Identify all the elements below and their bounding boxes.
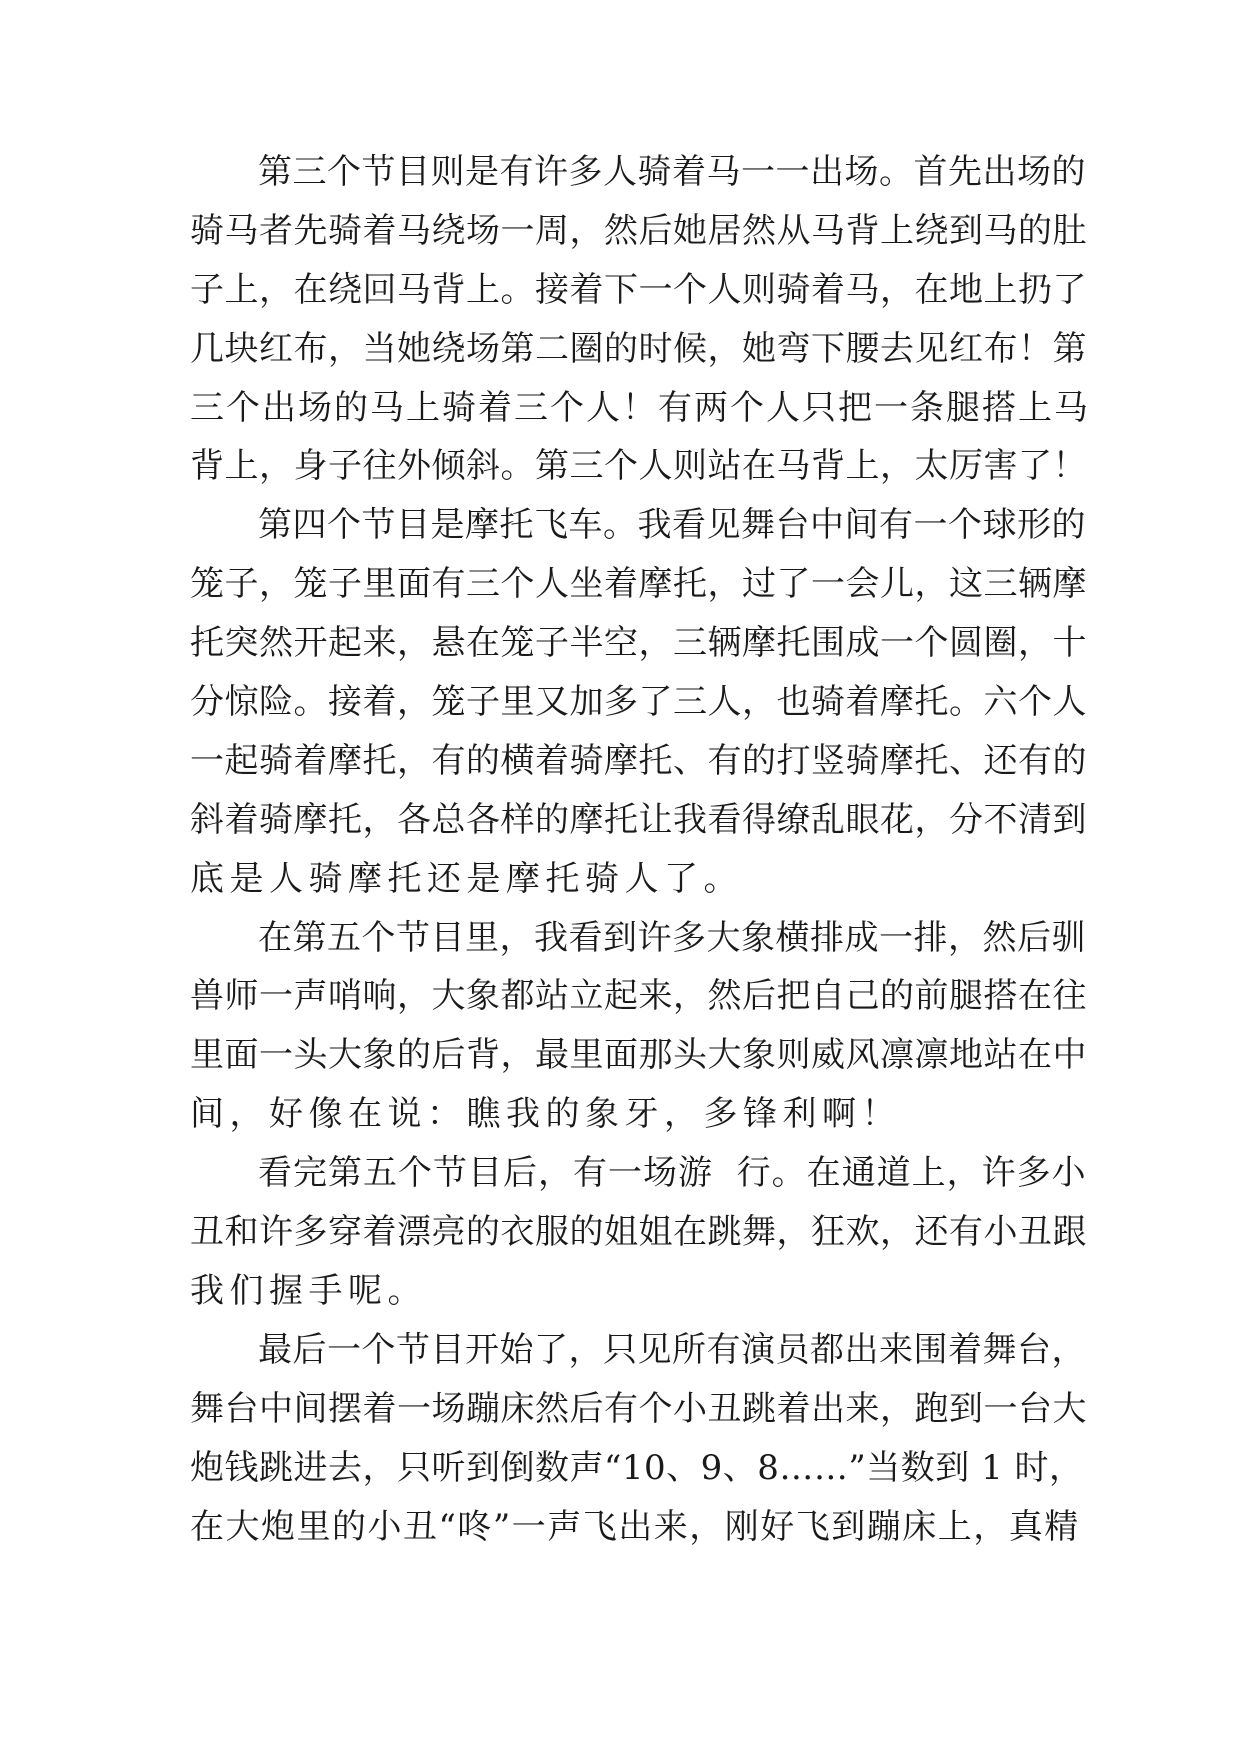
paragraph-5-line-4: 在大炮里的小丑“咚”一声飞出来，刚好飞到蹦床上，真精: [190, 1507, 1080, 1547]
paragraph-1-line-5: 三个出场的马上骑着三个人！有两个人只把一条腿搭上马: [190, 388, 1090, 428]
paragraph-1-line-6: 背上，身子往外倾斜。第三个人则站在马背上，太厉害了！: [190, 446, 1087, 486]
paragraph-3-line-1: 在第五个节目里，我看到许多大象横排成一排，然后驯: [258, 918, 1086, 958]
paragraph-3-line-3: 里面一头大象的后背，最里面那头大象则威风凛凛地站在中: [190, 1035, 1087, 1075]
paragraph-1-line-3: 子上，在绕回马背上。接着下一个人则骑着马，在地上扔了: [190, 270, 1087, 310]
paragraph-2-line-5: 一起骑着摩托，有的横着骑摩托、有的打竖骑摩托、还有的: [190, 741, 1087, 781]
paragraph-4-line-2: 丑和许多穿着漂亮的衣服的姐姐在跳舞，狂欢，还有小丑跟: [190, 1212, 1087, 1252]
paragraph-5-line-2: 舞台中间摆着一场蹦床然后有个小丑跳着出来，跑到一台大: [190, 1389, 1087, 1429]
paragraph-2-line-7: 底是人骑摩托还是摩托骑人了。: [190, 859, 743, 899]
paragraph-2-line-1: 第四个节目是摩托飞车。我看见舞台中间有一个球形的: [258, 505, 1086, 545]
paragraph-2-line-6: 斜着骑摩托，各总各样的摩托让我看得缭乱眼花，分不清到: [190, 800, 1087, 840]
paragraph-2-line-2: 笼子，笼子里面有三个人坐着摩托，过了一会儿，这三辆摩: [190, 564, 1087, 604]
paragraph-3-line-4: 间，好像在说：瞧我的象牙，多锋利啊！: [190, 1094, 901, 1134]
paragraph-5-line-3: 炮钱跳进去，只听到倒数声“10、9、8……”当数到 1 时，: [190, 1448, 1084, 1488]
paragraph-4-line-3: 我们握手呢。: [190, 1271, 427, 1311]
paragraph-3-line-2: 兽师一声哨响，大象都站立起来，然后把自己的前腿搭在往: [190, 976, 1087, 1016]
paragraph-4-line-1: 看完第五个节目后，有一场游 行。在通道上，许多小: [258, 1153, 1087, 1193]
paragraph-1-line-4: 几块红布，当她绕场第二圈的时候，她弯下腰去见红布！第: [190, 329, 1087, 369]
paragraph-5-line-1: 最后一个节目开始了，只见所有演员都出来围着舞台，: [258, 1330, 1086, 1370]
paragraph-2-line-3: 托突然开起来，悬在笼子半空，三辆摩托围成一个圆圈，十: [190, 623, 1087, 663]
paragraph-2-line-4: 分惊险。接着，笼子里又加多了三人，也骑着摩托。六个人: [190, 682, 1087, 722]
paragraph-1-line-1: 第三个节目则是有许多人骑着马一一出场。首先出场的: [258, 152, 1086, 192]
paragraph-1-line-2: 骑马者先骑着马绕场一周，然后她居然从马背上绕到马的肚: [190, 211, 1087, 251]
